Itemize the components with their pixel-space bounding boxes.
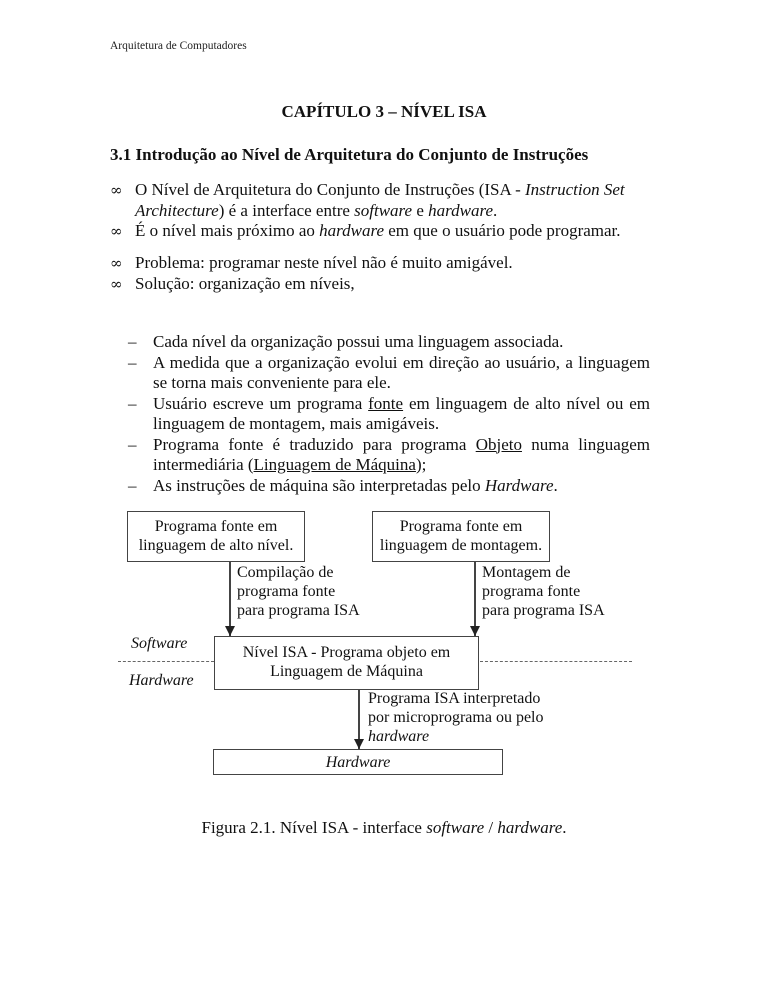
box-high-level-source bbox=[127, 511, 305, 562]
text: As instruções de máquina são interpretadas pelo bbox=[153, 475, 485, 495]
text: Programa fonte é traduzido para programa bbox=[153, 434, 476, 454]
layer-label-hardware: Hardware bbox=[129, 672, 194, 689]
dash-item bbox=[128, 435, 650, 476]
box-text: Programa fonte em bbox=[154, 518, 278, 535]
layer-label-software: Software bbox=[131, 635, 188, 652]
running-header: Arquitetura de Computadores bbox=[110, 40, 247, 52]
arrow-down-icon bbox=[354, 739, 364, 749]
arrow-line-compile bbox=[229, 562, 231, 636]
figure-caption bbox=[0, 818, 768, 838]
box-hardware: Hardware bbox=[213, 749, 503, 775]
box-text: Linguagem de Máquina bbox=[270, 663, 423, 680]
underlined-text: Objeto bbox=[475, 434, 522, 454]
label-text: Montagem de bbox=[482, 564, 571, 581]
box-text: linguagem de montagem. bbox=[379, 537, 543, 554]
infinity-bullet-icon: ∞ bbox=[110, 222, 123, 240]
bullet-list-intro bbox=[110, 180, 650, 242]
text: Figura 2.1. Nível ISA - interface bbox=[201, 818, 427, 837]
text: / bbox=[484, 818, 498, 837]
arrow-down-icon bbox=[470, 626, 480, 636]
italic-text: hardware bbox=[428, 200, 493, 220]
dash-bullet-icon: – bbox=[128, 393, 137, 413]
underlined-text: fonte bbox=[368, 393, 404, 413]
dash-bullet-icon: – bbox=[128, 434, 137, 454]
layer-divider-right bbox=[480, 661, 632, 662]
text: e bbox=[412, 200, 429, 220]
label-assembly bbox=[482, 563, 605, 620]
dash-item bbox=[128, 353, 650, 394]
box-text: linguagem de alto nível. bbox=[138, 537, 294, 554]
label-compilation bbox=[237, 563, 360, 620]
bullet-item bbox=[110, 253, 650, 274]
label-text: para programa ISA bbox=[482, 602, 605, 619]
label-text: programa fonte bbox=[482, 583, 581, 600]
box-isa-level bbox=[214, 636, 479, 690]
italic-text: software bbox=[426, 818, 485, 837]
bullet-item bbox=[110, 180, 650, 221]
text: numa linguagem intermediária ( bbox=[153, 434, 651, 474]
chapter-title: CAPÍTULO 3 – NÍVEL ISA bbox=[281, 102, 487, 121]
bullet-item bbox=[110, 221, 650, 242]
dash-item bbox=[128, 394, 650, 435]
italic-text: Instruction Set Architecture bbox=[135, 180, 625, 220]
section-title: 3.1 Introdução ao Nível de Arquitetura do Conjunto de Instruções bbox=[110, 145, 589, 164]
arrow-down-icon bbox=[225, 626, 235, 636]
label-interpretation bbox=[368, 689, 544, 746]
label-text: Programa ISA interpretado bbox=[368, 690, 541, 707]
layer-divider-left bbox=[118, 661, 214, 662]
text: O Nível de Arquitetura do Conjunto de Instruções (ISA - bbox=[135, 180, 525, 199]
italic-text: software bbox=[354, 200, 413, 220]
text: ) é a interface entre bbox=[218, 200, 355, 220]
text: Usuário escreve um programa bbox=[153, 393, 369, 413]
text: Cada nível da organização possui uma linguagem associada. bbox=[153, 332, 564, 351]
text: Problema: programar neste nível não é muito amigável. bbox=[135, 253, 513, 272]
italic-text: Hardware bbox=[484, 475, 554, 495]
italic-text: hardware bbox=[497, 818, 563, 837]
text: É o nível mais próximo ao bbox=[135, 221, 320, 240]
infinity-bullet-icon: ∞ bbox=[110, 274, 123, 293]
text: em que o usuário pode programar. bbox=[384, 221, 621, 240]
italic-text: hardware bbox=[319, 221, 384, 240]
underlined-text: Linguagem de Máquina bbox=[253, 455, 416, 474]
box-assembly-source bbox=[372, 511, 550, 562]
text: . bbox=[493, 200, 498, 220]
text: . bbox=[562, 818, 567, 837]
dash-bullet-icon: – bbox=[128, 332, 137, 351]
label-text: por microprograma ou pelo bbox=[368, 709, 544, 726]
text: em linguagem de alto nível ou em linguagem de montagem, mais amigáveis. bbox=[153, 393, 651, 433]
box-text: Programa fonte em bbox=[399, 518, 523, 535]
infinity-bullet-icon: ∞ bbox=[110, 181, 123, 199]
dash-item bbox=[128, 476, 650, 497]
label-text: hardware bbox=[368, 728, 430, 745]
dash-bullet-icon: – bbox=[128, 475, 137, 495]
text: A medida que a organização evolui em direção ao usuário, a linguagem se torna mais conveniente para ele. bbox=[153, 352, 650, 392]
infinity-bullet-icon: ∞ bbox=[110, 254, 123, 272]
text: Solução: organização em níveis, bbox=[135, 273, 355, 293]
arrow-line-assemble bbox=[474, 562, 476, 636]
text: . bbox=[553, 475, 558, 495]
label-text: Compilação de bbox=[237, 564, 334, 581]
label-text: para programa ISA bbox=[237, 602, 360, 619]
bullet-item bbox=[110, 274, 650, 295]
text: ); bbox=[415, 455, 427, 474]
dash-bullet-icon: – bbox=[128, 352, 137, 372]
label-text: programa fonte bbox=[237, 583, 336, 600]
dash-item bbox=[128, 332, 650, 353]
dash-list bbox=[128, 332, 650, 496]
box-text: Nível ISA - Programa objeto em bbox=[242, 644, 451, 661]
bullet-list-problem bbox=[110, 253, 650, 294]
